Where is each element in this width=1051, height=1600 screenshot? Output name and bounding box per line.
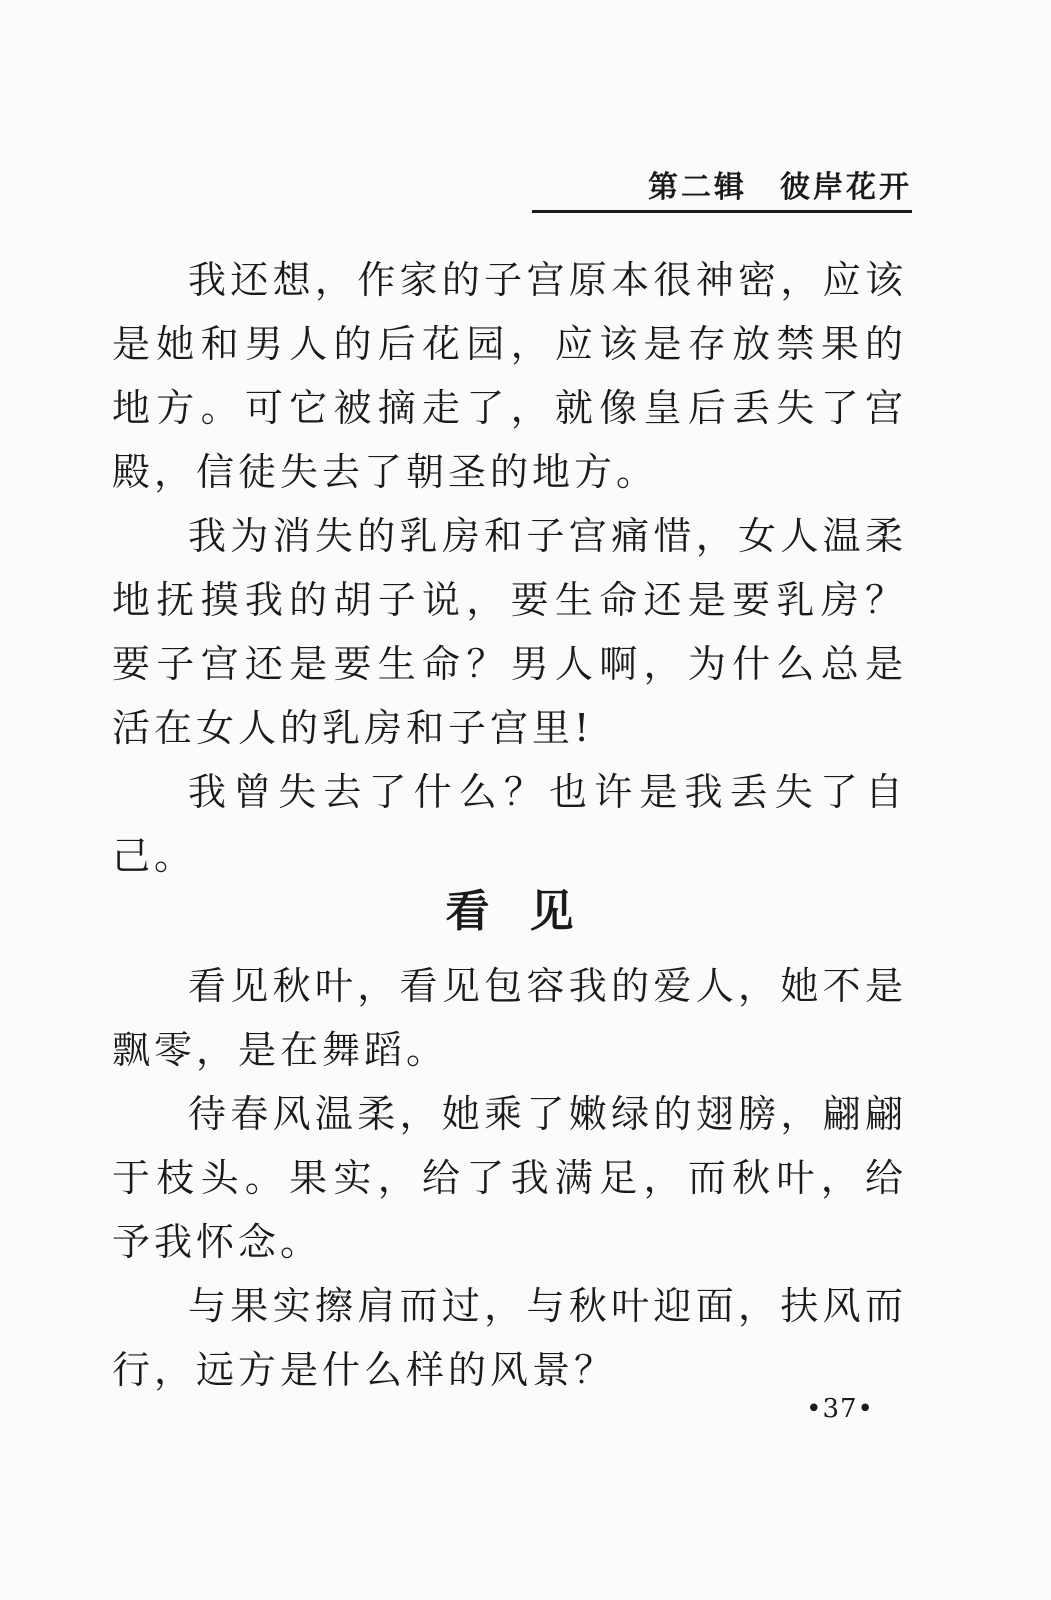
page-number: •37• — [806, 1394, 874, 1424]
paragraph: 我为消失的乳房和子宫痛惜，女人温柔地抚摸我的胡子说，要生命还是要乳房？要子宫还是要生命？男人啊，为什么总是活在女人的乳房和子宫里! — [112, 514, 907, 750]
body-text-part2 — [112, 954, 907, 1402]
paragraph: 看见秋叶，看见包容我的爱人，她不是飘零，是在舞蹈。 — [112, 964, 907, 1072]
paragraph: 我还想，作家的子宫原本很神密，应该是她和男人的后花园，应该是存放禁果的地方。可它被摘走了，就像皇后丢失了宫殿，信徒失去了朝圣的地方。 — [112, 258, 907, 494]
running-head-text: 第二辑 彼岸花开 — [648, 170, 912, 205]
paragraph: 我曾失去了什么？也许是我丢失了自己。 — [112, 770, 907, 878]
section-title: 看见 — [445, 886, 614, 937]
body-text-part1 — [112, 248, 907, 888]
running-head — [532, 170, 912, 213]
paragraph: 待春风温柔，她乘了嫩绿的翅膀，翩翩于枝头。果实，给了我满足，而秋叶，给予我怀念。 — [112, 1092, 907, 1264]
paragraph: 与果实擦肩而过，与秋叶迎面，扶风而行，远方是什么样的风景？ — [112, 1284, 907, 1392]
